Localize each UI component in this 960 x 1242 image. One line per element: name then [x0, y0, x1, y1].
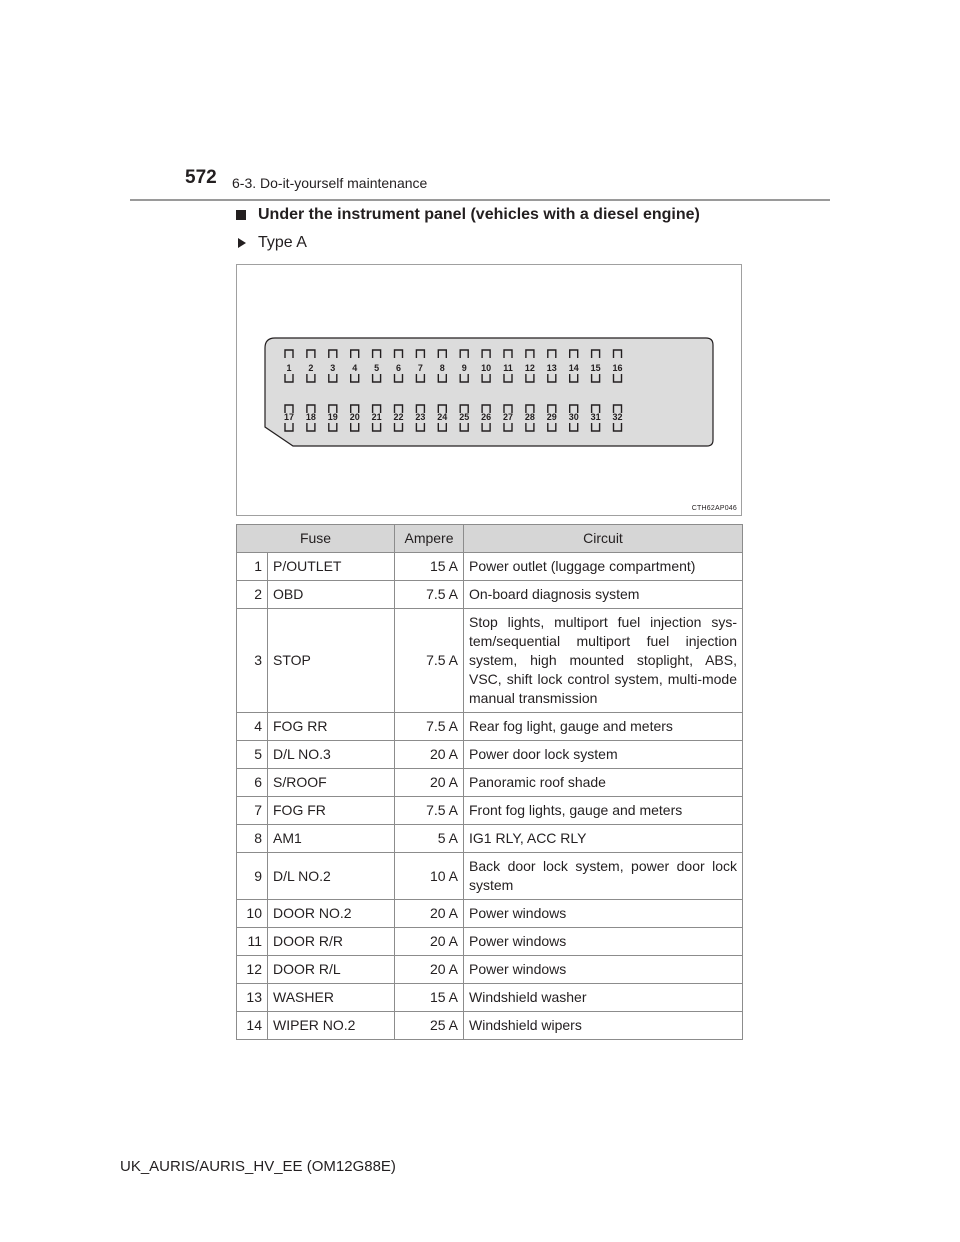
fuse-slot-label: 11: [503, 363, 513, 373]
table-row: [237, 769, 743, 797]
fuse-slot-label: 18: [305, 412, 316, 422]
fuse-slot-label: 7: [417, 363, 423, 373]
section-title: 6-3. Do-it-yourself maintenance: [232, 175, 428, 191]
fuse-number-cell: 4: [237, 713, 268, 741]
fuse-number-cell: 3: [237, 609, 268, 713]
fuse-name-cell: D/L NO.2: [268, 853, 395, 900]
fuse-number-cell: 10: [237, 900, 268, 928]
fuse-box-diagram: [236, 264, 742, 516]
table-row: [237, 984, 743, 1012]
fuse-slot-label: 31: [590, 412, 601, 422]
fuse-slot-label: 27: [502, 412, 514, 422]
section-heading: [236, 206, 700, 224]
fuse-slot-label: 6: [395, 363, 402, 373]
header-rule: [130, 199, 830, 201]
fuse-slot-label: 24: [437, 412, 448, 422]
fuse-name-cell: DOOR R/L: [268, 956, 395, 984]
ampere-cell: 7.5 A: [395, 581, 464, 609]
fuse-slot-label: 1: [286, 363, 292, 373]
ampere-cell: 7.5 A: [395, 609, 464, 713]
circuit-cell: Power windows: [464, 900, 743, 928]
fuse-slot-label: 32: [612, 412, 623, 422]
circuit-cell: Back door lock system, power door lock system: [464, 853, 743, 900]
fuse-slot-label: 2: [308, 363, 314, 373]
figure-code: CTH62AP046: [691, 505, 737, 512]
fuse-slot-label: 28: [524, 412, 535, 422]
table-row: [237, 713, 743, 741]
fuse-slot-label: 14: [568, 363, 579, 373]
fuse-slot-label: 22: [393, 412, 404, 422]
table-row: [237, 797, 743, 825]
footer-model-code: UK_AURIS/AURIS_HV_EE (OM12G88E): [120, 1158, 396, 1175]
fuse-number-cell: 13: [237, 984, 268, 1012]
fuse-slot-label: 30: [568, 412, 579, 422]
circuit-cell: Front fog lights, gauge and meters: [464, 797, 743, 825]
ampere-cell: 5 A: [395, 825, 464, 853]
circuit-cell: Stop lights, multiport fuel injection sys-tem/sequential multiport fuel injection system, high mounted stoplight, ABS, VSC, shift lock control system, multi-mode manual transmission: [464, 609, 743, 713]
fuse-name-cell: P/OUTLET: [268, 553, 395, 581]
fuse-name-cell: FOG RR: [268, 713, 395, 741]
ampere-cell: 7.5 A: [395, 797, 464, 825]
section-heading-text: Under the instrument panel (vehicles with a diesel engine): [258, 206, 700, 223]
circuit-cell: Power door lock system: [464, 741, 743, 769]
fuse-slot-label: 19: [327, 412, 338, 422]
circuit-cell: Panoramic roof shade: [464, 769, 743, 797]
ampere-cell: 20 A: [395, 741, 464, 769]
ampere-cell: 20 A: [395, 769, 464, 797]
table-row: [237, 853, 743, 900]
subheading-text: Type A: [258, 234, 307, 251]
header-circuit: Circuit: [464, 525, 743, 553]
fuse-name-cell: STOP: [268, 609, 395, 713]
table-body: [237, 553, 743, 1040]
table-row: [237, 825, 743, 853]
fuse-slot-label: 16: [612, 363, 623, 373]
table-row: [237, 928, 743, 956]
fuse-table: [236, 524, 743, 1040]
fuse-panel-outline: [265, 338, 713, 446]
fuse-number-cell: 14: [237, 1012, 268, 1040]
square-bullet-icon: [236, 210, 246, 220]
table-row: [237, 609, 743, 713]
fuse-slot-label: 23: [415, 412, 426, 422]
circuit-cell: On-board diagnosis system: [464, 581, 743, 609]
fuse-slot-label: 12: [524, 363, 535, 373]
table-row: [237, 581, 743, 609]
header-ampere: Ampere: [395, 525, 464, 553]
fuse-slot-label: 9: [461, 363, 467, 373]
fuse-box-illustration: [237, 265, 741, 515]
fuse-name-cell: S/ROOF: [268, 769, 395, 797]
ampere-cell: 25 A: [395, 1012, 464, 1040]
fuse-number-cell: 12: [237, 956, 268, 984]
fuse-slot-label: 17: [283, 412, 295, 422]
circuit-cell: Windshield washer: [464, 984, 743, 1012]
fuse-number-cell: 6: [237, 769, 268, 797]
circuit-cell: IG1 RLY, ACC RLY: [464, 825, 743, 853]
circuit-cell: Power outlet (luggage compartment): [464, 553, 743, 581]
table-row: [237, 741, 743, 769]
fuse-name-cell: WASHER: [268, 984, 395, 1012]
ampere-cell: 10 A: [395, 853, 464, 900]
fuse-slot-label: 13: [546, 363, 557, 373]
ampere-cell: 20 A: [395, 928, 464, 956]
fuse-slot-label: 15: [590, 363, 601, 373]
fuse-name-cell: AM1: [268, 825, 395, 853]
fuse-name-cell: DOOR R/R: [268, 928, 395, 956]
table-row: [237, 1012, 743, 1040]
fuse-number-cell: 8: [237, 825, 268, 853]
fuse-slot-label: 29: [546, 412, 557, 422]
ampere-cell: 20 A: [395, 900, 464, 928]
ampere-cell: 15 A: [395, 984, 464, 1012]
fuse-number-cell: 2: [237, 581, 268, 609]
fuse-number-cell: 9: [237, 853, 268, 900]
circuit-cell: Power windows: [464, 956, 743, 984]
fuse-name-cell: FOG FR: [268, 797, 395, 825]
header-fuse: Fuse: [237, 525, 395, 553]
fuse-slot-label: 3: [330, 363, 336, 373]
fuse-slot-label: 26: [481, 412, 492, 422]
table-header-row: [237, 525, 743, 553]
fuse-slot-label: 5: [374, 363, 380, 373]
ampere-cell: 7.5 A: [395, 713, 464, 741]
fuse-slot-label: 4: [352, 363, 358, 373]
triangle-arrow-icon: [238, 238, 246, 248]
fuse-slot-label: 21: [371, 412, 382, 422]
fuse-number-cell: 1: [237, 553, 268, 581]
table-row: [237, 900, 743, 928]
fuse-number-cell: 11: [237, 928, 268, 956]
fuse-name-cell: OBD: [268, 581, 395, 609]
fuse-name-cell: WIPER NO.2: [268, 1012, 395, 1040]
page-number: 572: [185, 167, 217, 188]
fuse-slot-label: 20: [349, 412, 360, 422]
fuse-number-cell: 5: [237, 741, 268, 769]
table-row: [237, 956, 743, 984]
fuse-slot-label: 10: [481, 363, 492, 373]
fuse-slot-label: 25: [459, 412, 470, 422]
subheading: [236, 234, 307, 252]
fuse-slot-label: 8: [439, 363, 445, 373]
fuse-number-cell: 7: [237, 797, 268, 825]
table-row: [237, 553, 743, 581]
circuit-cell: Power windows: [464, 928, 743, 956]
ampere-cell: 20 A: [395, 956, 464, 984]
circuit-cell: Windshield wipers: [464, 1012, 743, 1040]
fuse-name-cell: DOOR NO.2: [268, 900, 395, 928]
ampere-cell: 15 A: [395, 553, 464, 581]
fuse-name-cell: D/L NO.3: [268, 741, 395, 769]
circuit-cell: Rear fog light, gauge and meters: [464, 713, 743, 741]
